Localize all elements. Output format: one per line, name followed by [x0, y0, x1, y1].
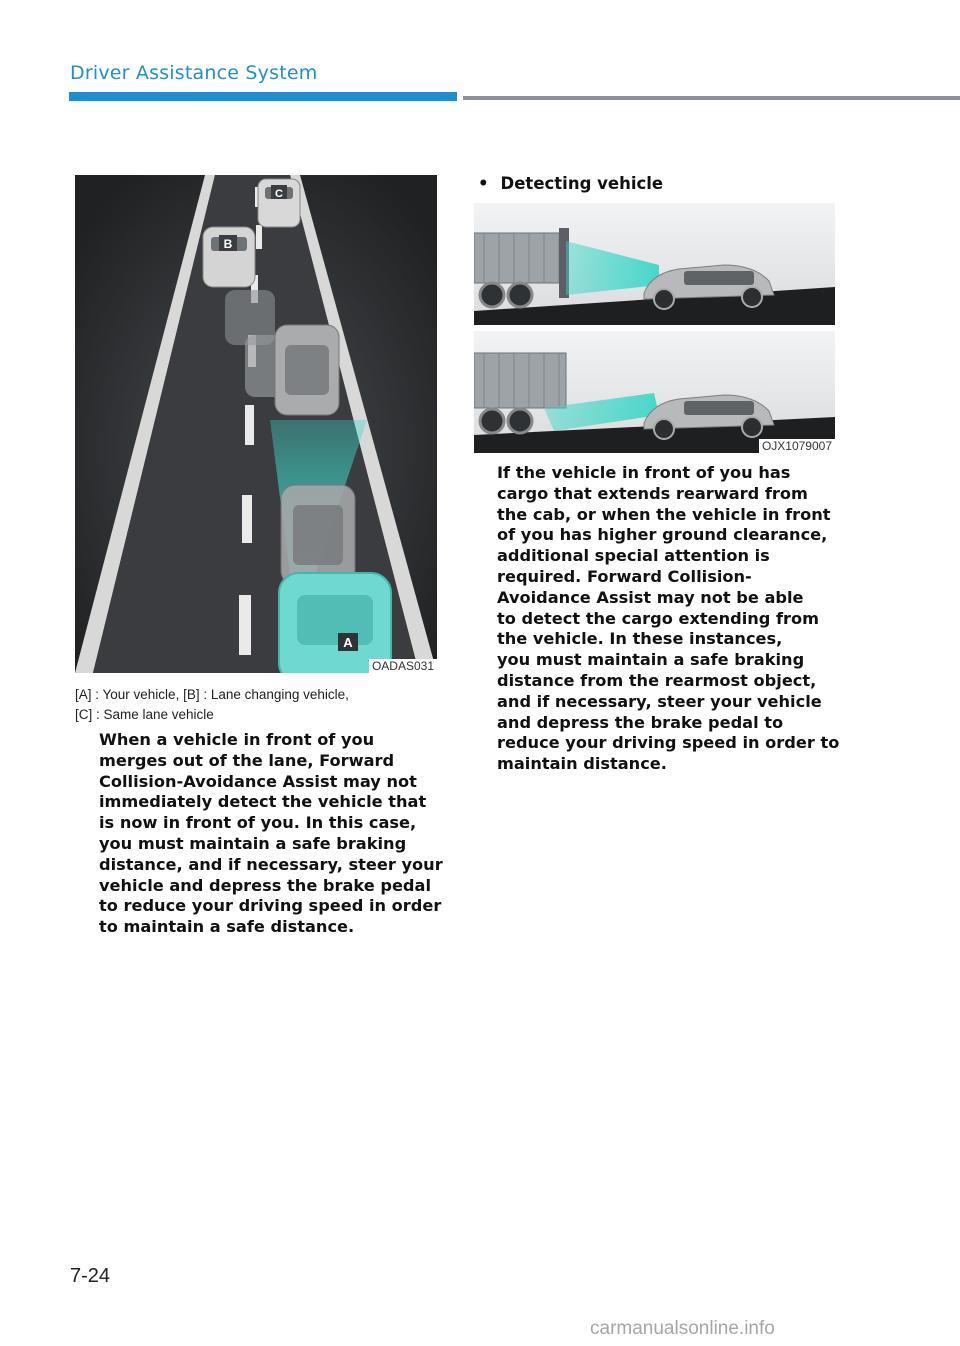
right-paragraph-line: If the vehicle in front of you has [497, 463, 791, 482]
header-accent-bar [69, 92, 457, 101]
right-paragraph-line: cargo that extends rearward from [497, 483, 808, 503]
header-rule [463, 96, 960, 100]
left-paragraph-line: is now in front of you. In this case, [99, 813, 417, 833]
label-b: B [223, 237, 233, 251]
page-number: 7-24 [70, 1265, 111, 1287]
figure-detecting-vehicle [474, 203, 835, 453]
caption-line-1: [A] : Your vehicle, [B] : Lane changing vehicle, [75, 687, 349, 702]
right-paragraph-line: additional special attention is [497, 546, 770, 566]
figure-code-right: OJX1079007 [759, 439, 835, 453]
left-paragraph-line: vehicle and depress the brake pedal [99, 875, 431, 895]
label-a: A [343, 635, 353, 650]
heading-text: Detecting vehicle [500, 174, 664, 193]
section-heading-detecting-vehicle [478, 174, 663, 193]
left-paragraph-line: you must maintain a safe braking [99, 833, 407, 853]
left-paragraph-line: merges out of the lane, Forward [99, 750, 395, 770]
right-paragraph-line: Avoidance Assist may not be able [497, 587, 804, 607]
left-paragraph [99, 730, 444, 938]
left-paragraph-line: distance, and if necessary, steer your [99, 854, 443, 874]
right-paragraph-line: you must maintain a safe braking [497, 650, 805, 670]
left-paragraph-line: Collision-Avoidance Assist may not [99, 771, 417, 791]
right-paragraph-line: reduce your driving speed in order to [497, 733, 840, 753]
right-paragraph-line: of you has higher ground clearance, [497, 525, 828, 545]
figure-lane-change [75, 175, 437, 673]
left-paragraph-line: to reduce your driving speed in order [99, 896, 442, 916]
figure-caption [75, 685, 445, 725]
right-paragraph-line: to detect the cargo extending from [497, 608, 820, 628]
road-illustration [75, 175, 437, 673]
bullet-icon: • [478, 174, 489, 193]
right-paragraph-line: distance from the rearmost object, [497, 670, 817, 690]
right-paragraph-line: and depress the brake pedal to [497, 712, 784, 732]
page-header-title: Driver Assistance System [70, 62, 318, 84]
right-paragraph-line: the cab, or when the vehicle in front [497, 504, 831, 524]
right-paragraph-line: and if necessary, steer your vehicle [497, 691, 822, 711]
right-paragraph-line: maintain distance. [497, 754, 667, 774]
truck-suv-illustration [474, 203, 835, 453]
label-c: C [275, 188, 283, 200]
left-paragraph-line: When a vehicle in front of you [99, 730, 375, 749]
watermark-text: carmanualsonline.info [590, 1318, 775, 1339]
right-paragraph-line: the vehicle. In these instances, [497, 629, 783, 649]
left-paragraph-line: to maintain a safe distance. [99, 917, 355, 937]
left-paragraph-line: immediately detect the vehicle that [99, 792, 427, 812]
figure-code-left: OADAS031 [369, 659, 437, 673]
right-paragraph-line: required. Forward Collision- [497, 566, 752, 586]
caption-line-2: [C] : Same lane vehicle [75, 707, 214, 722]
right-paragraph [497, 463, 842, 775]
